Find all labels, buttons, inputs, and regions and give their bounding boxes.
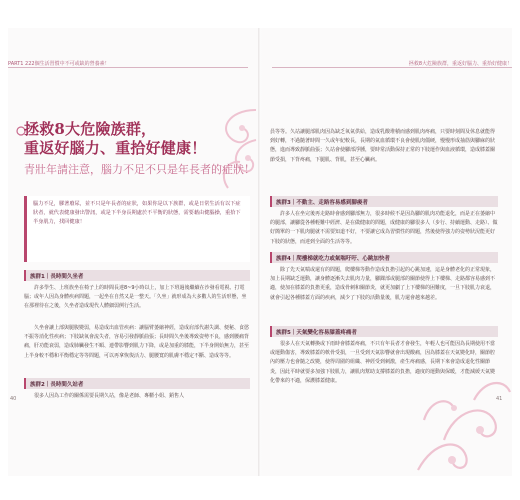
section-heading: 族群1｜長時間久坐者: [24, 270, 250, 281]
paragraph: 許多學生、上班族坐在椅子上的時間長達8~9小時以上，加上下班過後繼續在沙發看電視、打電腦；或年人因為身體疾病問題，一起坐在自然又是一整天。「久坐」就形成為大多數人的生活形態，坐在那裡待在之後，久坐者造成現代人體細弱例行生活。: [24, 285, 247, 310]
chapter-subtitle: 青壯年請注意，腦力不足不只是年長者的症狀！: [24, 163, 255, 176]
title-line-2: 重返好腦力、重拾好健康！: [24, 139, 207, 157]
section-heading: 族群4｜爬樓梯就吃力或氣喘吁吁、心跳加快者: [270, 252, 498, 263]
intro-text: 腦力不足，膠著廢尿，並不只是年長者的症狀，如果你是以下族群，或是日常生活有以下症狀者，就代表健康發出警訊，或是下半身長期處於不平衡的狀態，需要藉由健腦操，重拾下半身肌力，找回健康！: [33, 201, 241, 226]
chapter-title: [24, 120, 255, 177]
running-head-left: PART1 222個生活習慣中不可或缺的營養素！: [8, 61, 110, 67]
running-rule-right: [272, 67, 512, 68]
title-line-1: 拯救8大危險族群，: [24, 120, 157, 138]
intro-callout: [24, 196, 250, 262]
running-rule-left: [8, 67, 248, 68]
running-head-right: 拯救8大危險族群，重返好腦力、重拾好健康！: [408, 61, 512, 67]
paragraph: 員等等。久站讓腿部肌肉因為缺乏氧氣供給，造成乳酸堆積而感到肌肉疼痛，只要時刻間及休息就能得到好轉，不過隨著時間一久或年紀較長，長期的氣血循環不良會使肌肉僵硬，慢慢形成抽筋與腳麻的狀態，進而導致靜脈曲張；久站會使腳部浮腫，要時常活動保持正常的下肢運作與血液循環，造成膝蓋關節受損，下背疼痛，下腿肌、背肌，甚至心臟病。: [270, 129, 496, 163]
section-heading: 族群5｜天氣變化容易膝蓋疼痛者: [270, 326, 498, 337]
paragraph: 很多人在天氣轉換或下雨時會膝蓋疼痛，不只有年長者才會發生，年輕人也可能因為長期使用不當或運動傷害，導致膝蓋的軟骨受損，一旦受到天氣影響就會出現酸痛，因為膝蓋在天氣變化時，關節腔內的壓力也會隨之改變，使得周圍的組織、神經受到刺激，產生疼痛感，長期下來會造成退化性關節炎，因此平時就要多加強下肢肌力，讓肌肉幫助支撐膝蓋的負擔，適度的運動與保暖，才能減緩天氣變化帶來的不適，保護膝蓋健康。: [270, 341, 496, 384]
page-number-right: 41: [496, 396, 503, 402]
paragraph: 許多人在坐完後再走路時會感到腳部無力，很多時候不是因為腳的肌肉功能退化，而是正在萎縮中的腿部，讓腳從各種輕難中經濟、是在做健康的問題，成健康的腳很多人（步行、持續運動、走路）、做好簡單的一下肌肉腿就不需要知道不好，不要讓它成為習慣性的問題，然後使得強力的姿勢狀況能更好下肢的狀態，而達到全面的生活等等。: [270, 211, 498, 245]
section-heading: 族群2｜長時間久站者: [24, 378, 250, 389]
paragraph: 久坐會讓上部與腿腹變弱，易造成出血管疾病：讓腦臂萎縮神經，造成肩部代謝失調、便秘、食慾不振等消化性疾病；下肢缺氧會流失者，容易引發靜脈曲張；長時間久坐後導致姿勢不良，感到腰痛背痛，肝功能衰弱，造成肺臟發生不順、連帶影響到肌力下降，或是加重的膝能，下半身開始無力，甚至上半身較不穩和平衡穩定等等問題，可以再拿恢復活力、腿腰寬的肌膚不穩定不斷、造成等等。: [24, 325, 250, 359]
section-heading: 族群3｜不動主、走路容易感到腳痠者: [270, 196, 498, 207]
page-number-left: 40: [10, 396, 17, 402]
paragraph: 除了先天氣喘或還有的問題，爬樓梯等動作造成負擔引起的心跳加速，這是身體老化的正常現象，加上長期缺乏運動，讓身體逐漸失去肌肉力量，腳踝部或腿部的關節使得上下樓梯、走路都容易感到不適，使加在膝蓋的負擔更重，造成骨刺和關節炎，就更加劇了上下樓梯的困難度，一旦下肢肌力衰退，就會引起各種膝蓋方面的疾病，減少了下肢的活動量後，肌力還會越來越差。: [270, 267, 496, 301]
paragraph: 很多人因為工作的關係需要長期久站，像是老師、專櫃小姐、銷售人: [34, 393, 185, 399]
